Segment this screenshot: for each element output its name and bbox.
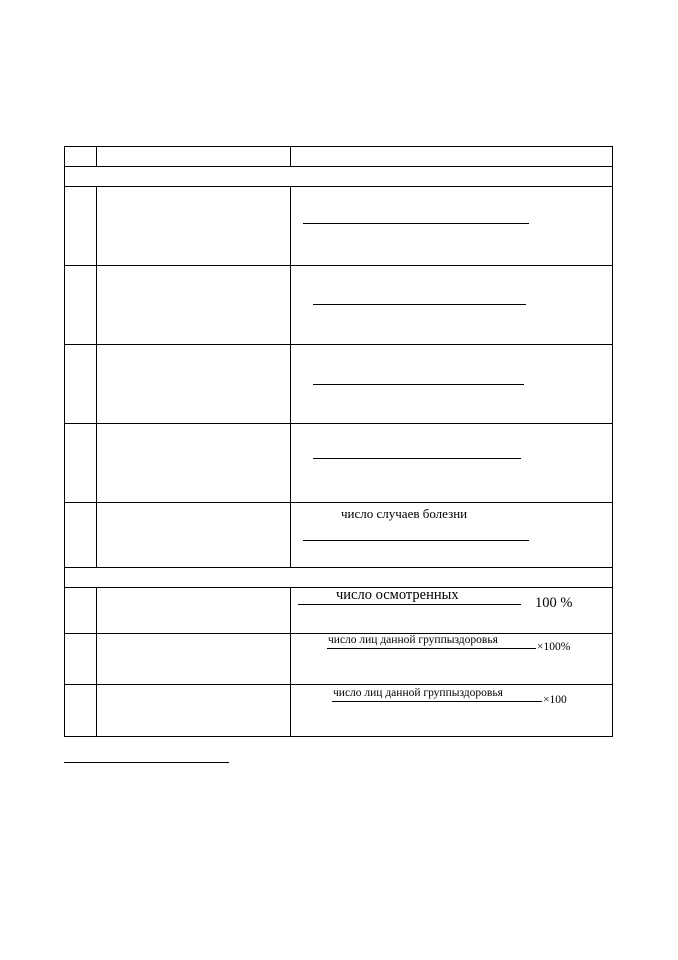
formula-multiplier: 100 % (535, 595, 573, 611)
fraction-bar (313, 384, 524, 385)
formula-numerator: число лиц данной группыздоровья (333, 687, 503, 699)
footnote-separator (64, 762, 229, 763)
fraction-bar (327, 648, 536, 649)
fraction-bar (303, 223, 529, 224)
column-divider (96, 146, 97, 166)
column-divider (96, 186, 97, 567)
formula-numerator: число случаев болезни (341, 506, 468, 521)
row-divider (64, 344, 613, 345)
row-divider (64, 567, 613, 568)
row-divider (64, 265, 613, 266)
column-divider (96, 587, 97, 737)
row-divider (64, 684, 613, 685)
fraction-bar (313, 458, 521, 459)
table-border-right (612, 146, 613, 737)
formula-multiplier: ×100% (537, 641, 571, 653)
table-border-top (64, 146, 613, 147)
formula-numerator: число осмотренных (336, 587, 459, 603)
column-divider (290, 146, 291, 166)
row-divider (64, 502, 613, 503)
row-divider (64, 166, 613, 167)
fraction-bar (332, 701, 542, 702)
formula-numerator: число лиц данной группыздоровья (328, 634, 498, 646)
column-divider (290, 587, 291, 737)
table-border-bottom (64, 736, 613, 737)
fraction-bar (303, 540, 529, 541)
row-divider (64, 186, 613, 187)
fraction-bar (298, 604, 521, 605)
fraction-bar (313, 304, 526, 305)
formula-multiplier: ×100 (543, 694, 567, 706)
row-divider (64, 423, 613, 424)
column-divider (290, 186, 291, 567)
table-border-left (64, 146, 65, 737)
